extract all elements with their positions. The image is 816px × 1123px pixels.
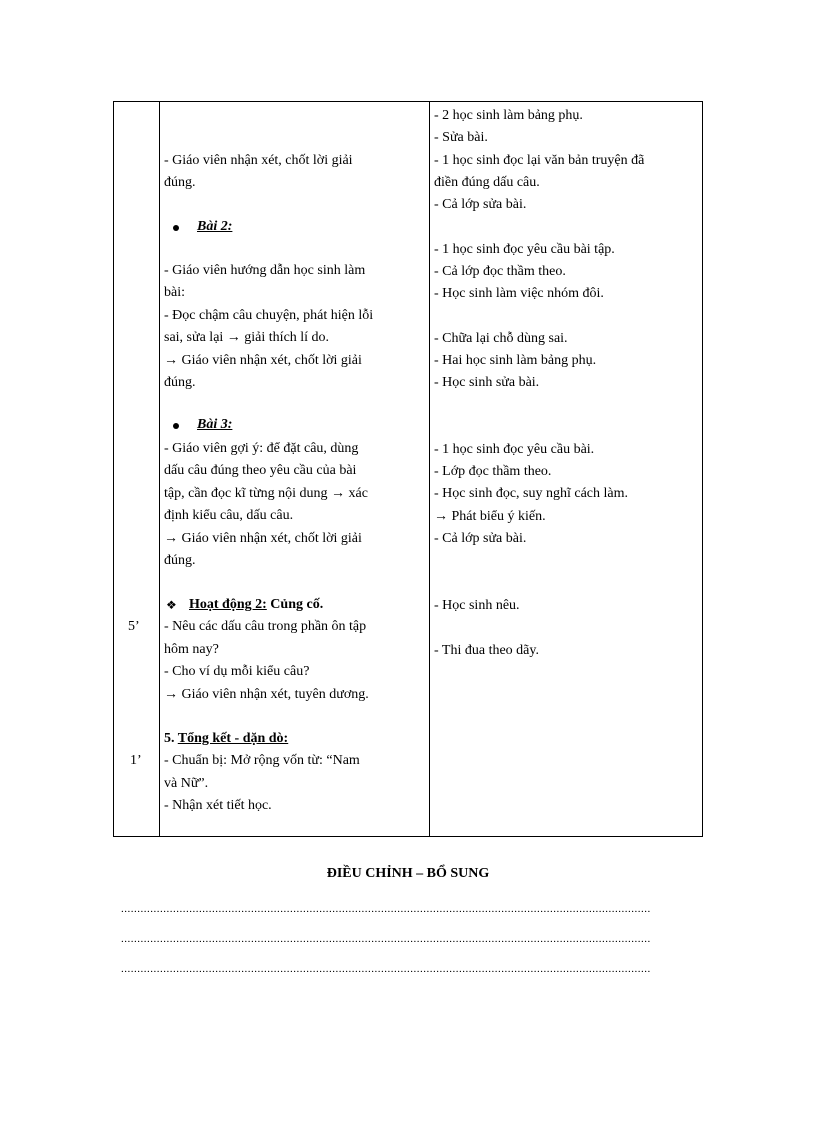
student-line: - Cả lớp đọc thầm theo. — [434, 264, 566, 279]
column-divider-1 — [159, 102, 160, 836]
student-line: - Cả lớp sửa bài. — [434, 531, 527, 546]
activity-2-heading — [189, 596, 323, 614]
activity-2-label: Hoạt động 2: — [189, 597, 267, 612]
student-line: - Lớp đọc thầm theo. — [434, 464, 552, 479]
student-line: - Học sinh làm việc nhóm đôi. — [434, 286, 604, 301]
student-line: - Chữa lại chỗ dùng sai. — [434, 331, 568, 346]
student-line: - Học sinh nêu. — [434, 598, 520, 613]
student-line: - 1 học sinh đọc yêu cầu bài. — [434, 442, 595, 457]
teacher-line: - Cho ví dụ mỗi kiểu câu? — [164, 664, 310, 679]
student-line: điền đúng dấu câu. — [434, 175, 540, 190]
bullet-icon — [173, 423, 179, 429]
teacher-line: - Nhận xét tiết học. — [164, 798, 272, 813]
teacher-line: → Giáo viên nhận xét, chốt lời giải — [164, 353, 362, 368]
teacher-line: đúng. — [164, 175, 196, 190]
section-5-title: Tổng kết - dặn dò: — [177, 731, 289, 746]
teacher-line: đúng. — [164, 553, 196, 568]
student-line: - Thi đua theo dãy. — [434, 643, 539, 658]
student-line: - Cả lớp sửa bài. — [434, 197, 527, 212]
teacher-line: bài: — [164, 285, 185, 300]
dotted-line: ................................................................................................................................................................... — [121, 933, 651, 945]
column-divider-2 — [429, 102, 430, 836]
bullet-icon — [173, 225, 179, 231]
adjustment-heading: ĐIỀU CHỈNH – BỔ SUNG — [326, 866, 490, 881]
teacher-line: sai, sửa lại → giải thích lí do. — [164, 330, 330, 345]
teacher-line: - Giáo viên hướng dẫn học sinh làm — [164, 263, 366, 278]
teacher-line: → Giáo viên nhận xét, chốt lời giải — [164, 531, 362, 546]
teacher-line: và Nữ”. — [164, 776, 209, 791]
student-line: - 1 học sinh đọc lại văn bản truyện đã — [434, 153, 645, 168]
section-5-number: 5. — [164, 731, 178, 746]
exercise-2-heading: Bài 2: — [197, 219, 233, 234]
student-line: - 1 học sinh đọc yêu cầu bài tập. — [434, 242, 615, 257]
section-5-heading — [164, 730, 288, 748]
time-1min: 1’ — [130, 753, 142, 768]
student-line: - Sửa bài. — [434, 130, 488, 145]
dotted-line: ................................................................................................................................................................... — [121, 903, 651, 915]
teacher-line: tập, cần đọc kĩ từng nội dung → xác — [164, 486, 368, 501]
activity-2-title: Củng cố. — [266, 597, 324, 612]
student-line: - 2 học sinh làm bảng phụ. — [434, 108, 583, 123]
teacher-line: - Chuẩn bị: Mở rộng vốn từ: “Nam — [164, 753, 360, 768]
student-line: → Phát biểu ý kiến. — [434, 509, 546, 524]
teacher-line: → Giáo viên nhận xét, tuyên dương. — [164, 687, 369, 702]
teacher-line: định kiểu câu, dấu câu. — [164, 508, 294, 523]
student-line: - Học sinh sửa bài. — [434, 375, 540, 390]
student-line: - Học sinh đọc, suy nghĩ cách làm. — [434, 486, 629, 501]
teacher-line: - Nêu các dấu câu trong phần ôn tập — [164, 619, 367, 634]
time-5min: 5’ — [128, 619, 140, 634]
teacher-line: - Giáo viên nhận xét, chốt lời giải — [164, 153, 353, 168]
student-line: - Hai học sinh làm bảng phụ. — [434, 353, 597, 368]
teacher-line: hôm nay? — [164, 642, 219, 657]
teacher-line: - Giáo viên gợi ý: để đặt câu, dùng — [164, 441, 359, 456]
teacher-line: - Đọc chậm câu chuyện, phát hiện lỗi — [164, 308, 374, 323]
exercise-3-heading: Bài 3: — [197, 417, 233, 432]
diamond-bullet-icon: ❖ — [166, 598, 177, 612]
teacher-line: đúng. — [164, 375, 196, 390]
teacher-line: dấu câu đúng theo yêu cầu của bài — [164, 463, 357, 478]
dotted-line: ................................................................................................................................................................... — [121, 963, 651, 975]
